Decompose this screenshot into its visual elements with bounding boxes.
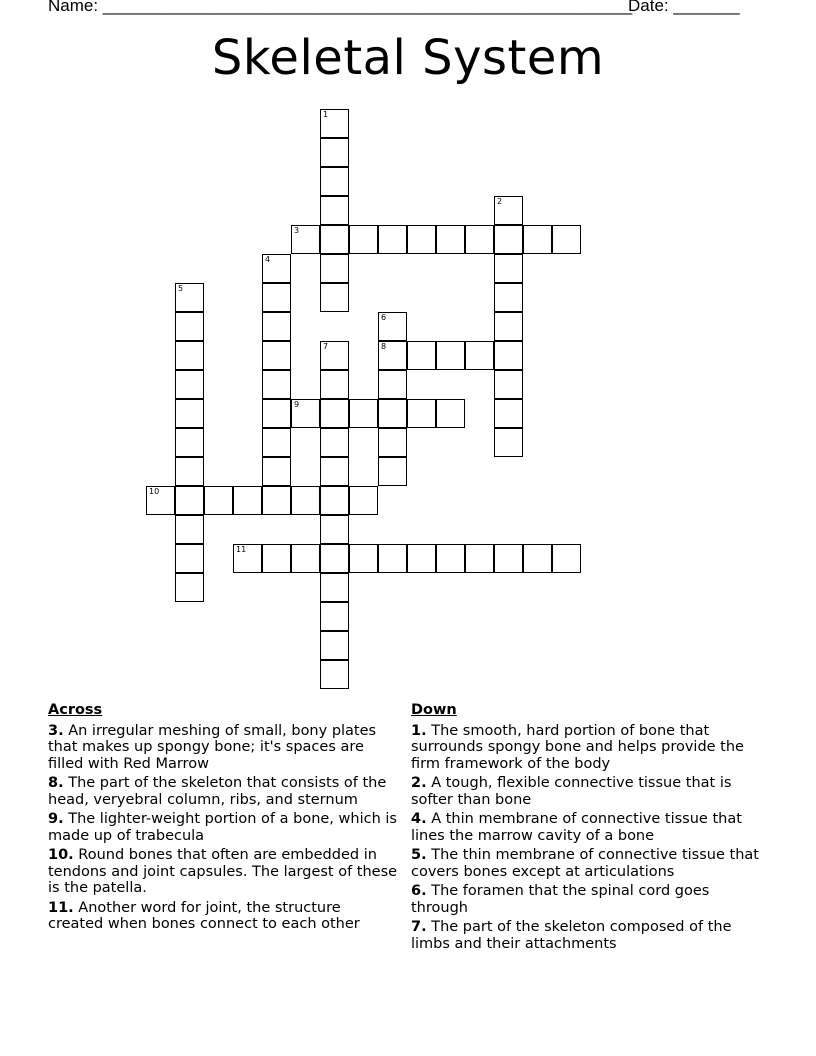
grid-cell[interactable] bbox=[233, 544, 262, 573]
page-title: Skeletal System bbox=[211, 30, 605, 86]
across-clues bbox=[48, 702, 400, 936]
grid-cell[interactable] bbox=[320, 167, 349, 196]
grid-cell[interactable] bbox=[175, 370, 204, 399]
clue-number: 3 bbox=[294, 226, 300, 235]
grid-cell[interactable] bbox=[523, 544, 552, 573]
clue-number: 7 bbox=[323, 342, 329, 351]
clue-number: 10 bbox=[149, 487, 160, 496]
grid-cell[interactable] bbox=[320, 254, 349, 283]
clue-down-5: 5. The thin membrane of connective tissue that covers bones except at articulations bbox=[411, 847, 759, 880]
grid-cell[interactable] bbox=[436, 544, 465, 573]
grid-cell[interactable] bbox=[262, 544, 291, 573]
grid-cell[interactable] bbox=[320, 660, 349, 689]
grid-cell[interactable] bbox=[523, 225, 552, 254]
grid-cell[interactable] bbox=[320, 573, 349, 602]
clue-down-6: 6. The foramen that the spinal cord goes through bbox=[411, 883, 710, 916]
down-clues bbox=[411, 702, 763, 955]
grid-cell[interactable] bbox=[378, 312, 407, 341]
grid-cell[interactable] bbox=[378, 370, 407, 399]
clue-across-8: 8. The part of the skeleton that consists of the head, veryebral column, ribs, and sternum bbox=[48, 775, 387, 808]
clue-down-1: 1. The smooth, hard portion of bone that surrounds spongy bone and helps provide the firm framework of the body bbox=[411, 722, 744, 772]
grid-cell[interactable] bbox=[378, 399, 407, 428]
grid-cell[interactable] bbox=[291, 486, 320, 515]
grid-cell[interactable] bbox=[262, 486, 291, 515]
clue-across-3: 3. An irregular meshing of small, bony plates that makes up spongy bone; it's spaces are filled with Red Marrow bbox=[48, 722, 377, 772]
grid-cell[interactable] bbox=[320, 109, 349, 138]
across-heading: Across bbox=[48, 702, 103, 718]
grid-cell[interactable] bbox=[494, 544, 523, 573]
grid-cell[interactable] bbox=[407, 399, 436, 428]
grid-cell[interactable] bbox=[494, 283, 523, 312]
grid-cell[interactable] bbox=[233, 486, 262, 515]
grid-cell[interactable] bbox=[320, 370, 349, 399]
grid-cell[interactable] bbox=[291, 225, 320, 254]
grid-cell[interactable] bbox=[320, 283, 349, 312]
grid-cell[interactable] bbox=[436, 399, 465, 428]
grid-cell[interactable] bbox=[494, 428, 523, 457]
grid-cell[interactable] bbox=[436, 341, 465, 370]
grid-cell[interactable] bbox=[378, 457, 407, 486]
grid-cell[interactable] bbox=[175, 486, 204, 515]
clue-number: 2 bbox=[497, 197, 503, 206]
grid-cell[interactable] bbox=[262, 283, 291, 312]
down-heading: Down bbox=[411, 702, 457, 718]
grid-cell[interactable] bbox=[204, 486, 233, 515]
grid-cell[interactable] bbox=[436, 225, 465, 254]
grid-cell[interactable] bbox=[320, 341, 349, 370]
grid-cell[interactable] bbox=[494, 370, 523, 399]
clue-across-11: 11. Another word for joint, the structure created when bones connect to each other bbox=[48, 899, 360, 932]
grid-cell[interactable] bbox=[262, 254, 291, 283]
grid-cell[interactable] bbox=[291, 399, 320, 428]
clue-number: 11 bbox=[236, 545, 247, 554]
grid-cell[interactable] bbox=[349, 486, 378, 515]
clue-number: 9 bbox=[294, 400, 300, 409]
grid-cell[interactable] bbox=[320, 486, 349, 515]
grid-cell[interactable] bbox=[262, 370, 291, 399]
grid-cell[interactable] bbox=[175, 428, 204, 457]
grid-cell[interactable] bbox=[465, 544, 494, 573]
grid-cell[interactable] bbox=[494, 341, 523, 370]
clue-number: 8 bbox=[381, 342, 387, 351]
grid-cell[interactable] bbox=[320, 138, 349, 167]
grid-cell[interactable] bbox=[378, 544, 407, 573]
grid-cell[interactable] bbox=[320, 457, 349, 486]
grid-cell[interactable] bbox=[175, 283, 204, 312]
grid-cell[interactable] bbox=[552, 544, 581, 573]
grid-cell[interactable] bbox=[320, 544, 349, 573]
grid-cell[interactable] bbox=[146, 486, 175, 515]
grid-cell[interactable] bbox=[378, 341, 407, 370]
clue-down-4: 4. A thin membrane of connective tissue that lines the marrow cavity of a bone bbox=[411, 811, 742, 844]
grid-cell[interactable] bbox=[320, 399, 349, 428]
grid-cell[interactable] bbox=[175, 341, 204, 370]
grid-cell[interactable] bbox=[494, 254, 523, 283]
grid-cell[interactable] bbox=[494, 196, 523, 225]
grid-cell[interactable] bbox=[175, 457, 204, 486]
clue-down-2: 2. A tough, flexible connective tissue that is softer than bone bbox=[411, 775, 732, 808]
grid-cell[interactable] bbox=[320, 602, 349, 631]
grid-cell[interactable] bbox=[407, 341, 436, 370]
grid-cell[interactable] bbox=[494, 225, 523, 254]
clue-number: 4 bbox=[265, 255, 271, 264]
grid-cell[interactable] bbox=[262, 312, 291, 341]
grid-cell[interactable] bbox=[175, 544, 204, 573]
grid-cell[interactable] bbox=[349, 225, 378, 254]
clue-number: 6 bbox=[381, 313, 387, 322]
grid-cell[interactable] bbox=[320, 196, 349, 225]
clue-down-7: 7. The part of the skeleton composed of the limbs and their attachments bbox=[411, 919, 732, 952]
grid-cell[interactable] bbox=[262, 457, 291, 486]
grid-cell[interactable] bbox=[494, 312, 523, 341]
clue-across-9: 9. The lighter-weight portion of a bone, which is made up of trabecula bbox=[48, 811, 397, 844]
date-field[interactable]: Date: _______ bbox=[628, 0, 740, 15]
grid-cell[interactable] bbox=[349, 544, 378, 573]
grid-cell[interactable] bbox=[175, 573, 204, 602]
grid-cell[interactable] bbox=[465, 225, 494, 254]
name-field[interactable]: Name: ________________________________________________________ bbox=[48, 0, 633, 15]
grid-cell[interactable] bbox=[349, 399, 378, 428]
grid-cell[interactable] bbox=[320, 631, 349, 660]
grid-cell[interactable] bbox=[465, 341, 494, 370]
grid-cell[interactable] bbox=[175, 399, 204, 428]
clue-across-10: 10. Round bones that often are embedded in tendons and joint capsules. The largest of these is the patella. bbox=[48, 847, 398, 896]
grid-cell[interactable] bbox=[175, 515, 204, 544]
grid-cell[interactable] bbox=[407, 225, 436, 254]
grid-cell[interactable] bbox=[407, 544, 436, 573]
grid-cell[interactable] bbox=[291, 544, 320, 573]
grid-cell[interactable] bbox=[320, 225, 349, 254]
grid-cell[interactable] bbox=[175, 312, 204, 341]
grid-cell[interactable] bbox=[552, 225, 581, 254]
grid-cell[interactable] bbox=[262, 428, 291, 457]
grid-cell[interactable] bbox=[262, 341, 291, 370]
grid-cell[interactable] bbox=[262, 399, 291, 428]
clue-number: 1 bbox=[323, 110, 329, 119]
grid-cell[interactable] bbox=[378, 428, 407, 457]
grid-cell[interactable] bbox=[320, 428, 349, 457]
grid-cell[interactable] bbox=[494, 399, 523, 428]
grid-cell[interactable] bbox=[320, 515, 349, 544]
grid-cell[interactable] bbox=[378, 225, 407, 254]
clue-number: 5 bbox=[178, 284, 184, 293]
